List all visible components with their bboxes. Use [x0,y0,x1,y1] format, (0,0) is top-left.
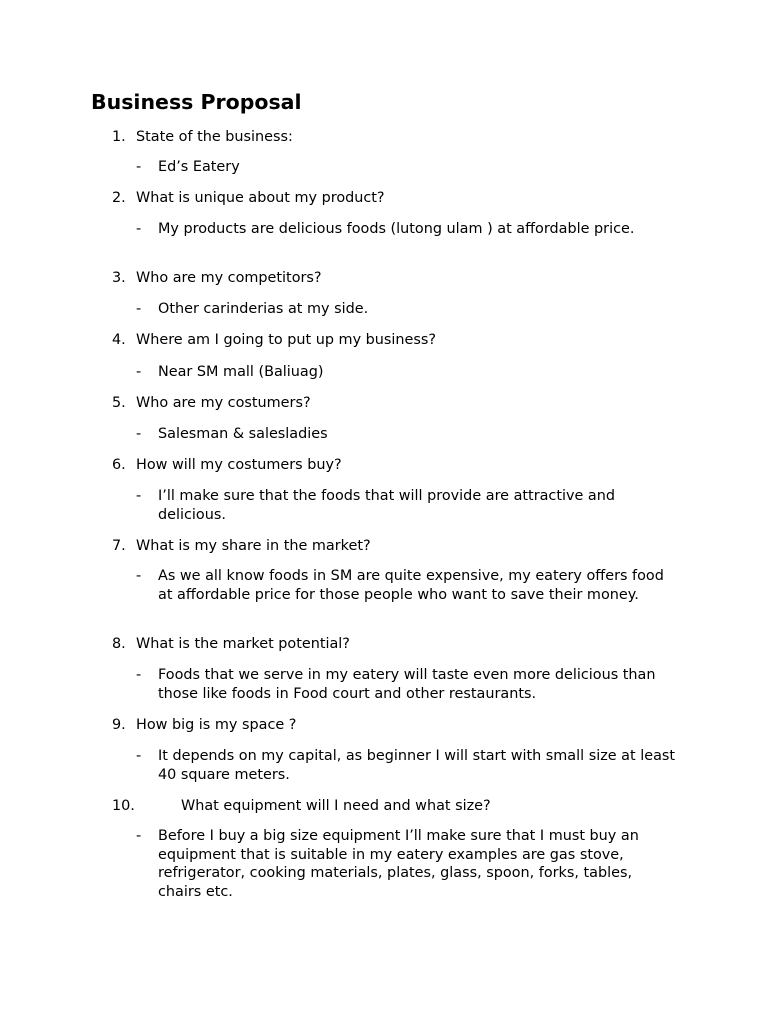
question-number: 3. [112,270,126,286]
question-text: What is unique about my product? [136,190,385,206]
bullet-dash: - [136,364,142,380]
question-number: 5. [112,395,126,411]
answer-text: Before I buy a big size equipment I’ll make sure that I must buy an equipment that is suitable in my eatery examples are gas stove, refrigerator, cooking materials, plates, glass, spoon, forks, tables, chairs etc. [158,828,639,900]
answer-text: I’ll make sure that the foods that will provide are attractive and delicious. [158,488,616,523]
answer-text: Foods that we serve in my eatery will taste even more delicious than those like foods in Food court and other restaurants. [158,667,656,702]
question-number: 2. [112,190,126,206]
question-text: How will my costumers buy? [136,457,342,473]
bullet-dash: - [136,426,142,442]
question-text: Who are my costumers? [136,395,311,411]
bullet-dash: - [136,221,142,237]
bullet-dash: - [136,667,142,683]
question-number: 10. [112,798,135,814]
question-text: What is my share in the market? [136,538,371,554]
bullet-dash: - [136,159,142,175]
document-title: Business Proposal [91,90,302,114]
bullet-dash: - [136,301,142,317]
question-number: 9. [112,717,126,733]
question-text: Who are my competitors? [136,270,322,286]
bullet-dash: - [136,748,142,764]
answer-text: My products are delicious foods (lutong ulam ) at affordable price. [158,221,635,237]
question-number: 4. [112,332,126,348]
question-text: Where am I going to put up my business? [136,332,437,348]
bullet-dash: - [136,488,142,504]
answer-text: It depends on my capital, as beginner I will start with small size at least 40 square meters. [158,748,676,783]
question-number: 6. [112,457,126,473]
question-number: 7. [112,538,126,554]
question-text: What equipment will I need and what size? [181,798,491,814]
question-number: 1. [112,129,126,145]
answer-text: As we all know foods in SM are quite expensive, my eatery offers food at affordable price for those people who want to save their money. [158,568,664,603]
question-text: State of the business: [136,129,293,145]
answer-text: Ed’s Eatery [158,159,240,175]
question-text: How big is my space ? [136,717,297,733]
question-number: 8. [112,636,126,652]
answer-text: Other carinderias at my side. [158,301,369,317]
bullet-dash: - [136,828,142,844]
answer-text: Near SM mall (Baliuag) [158,364,324,380]
answer-text: Salesman & salesladies [158,426,328,442]
bullet-dash: - [136,568,142,584]
question-text: What is the market potential? [136,636,350,652]
